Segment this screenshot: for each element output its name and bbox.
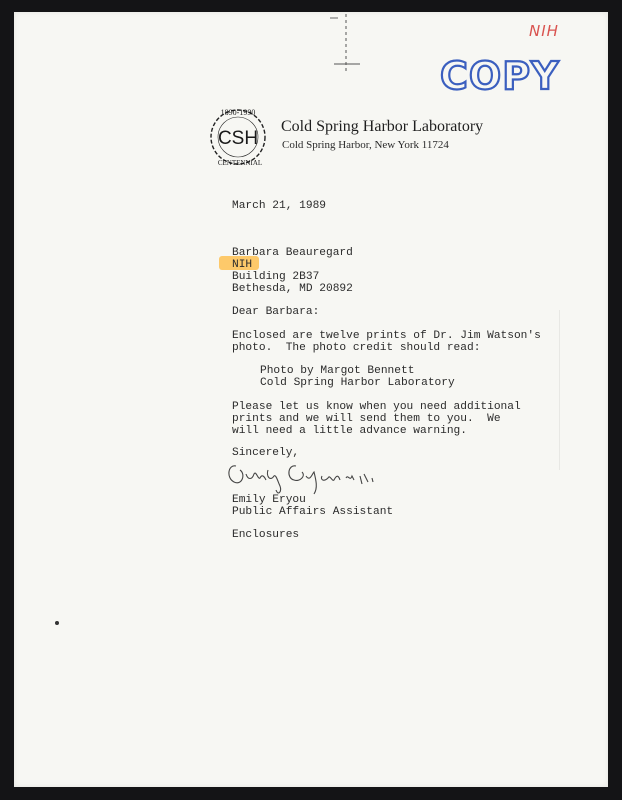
enclosures-note: Enclosures (232, 529, 300, 541)
body-line: photo. The photo credit should read: (232, 342, 481, 354)
recipient-org: NIH (232, 259, 253, 271)
lab-name: Cold Spring Harbor Laboratory (281, 118, 484, 135)
credit-line: Cold Spring Harbor Laboratory (260, 377, 455, 389)
seal-initials: CSH (217, 128, 259, 149)
handwritten-note: NIH (529, 22, 559, 40)
recipient-name: Barbara Beauregard (232, 247, 353, 259)
signer-title: Public Affairs Assistant (232, 506, 394, 518)
body-line: will need a little advance warning. (232, 425, 467, 437)
recipient-city: Bethesda, MD 20892 (232, 283, 353, 295)
letter-date: March 21, 1989 (232, 200, 326, 212)
body-line: Please let us know when you need additional (232, 401, 521, 413)
signer-name: Emily Eryou (232, 494, 306, 506)
seal-centennial: CENTENNIAL (217, 159, 263, 167)
lab-address: Cold Spring Harbor, New York 11724 (282, 139, 449, 151)
registration-marks (320, 14, 360, 74)
salutation: Dear Barbara: (232, 306, 320, 318)
body-line: prints and we will send them to you. We (232, 413, 501, 425)
stray-mark (55, 621, 59, 625)
paper-crease (559, 310, 560, 470)
copy-stamp: COPY (440, 54, 560, 98)
recipient-building: Building 2B37 (232, 271, 320, 283)
body-line: Enclosed are twelve prints of Dr. Jim Watson's (232, 330, 541, 342)
seal-years: 1890-1990 (220, 108, 256, 117)
credit-line: Photo by Margot Bennett (260, 365, 415, 377)
centennial-seal (203, 102, 273, 172)
closing: Sincerely, (232, 447, 300, 459)
